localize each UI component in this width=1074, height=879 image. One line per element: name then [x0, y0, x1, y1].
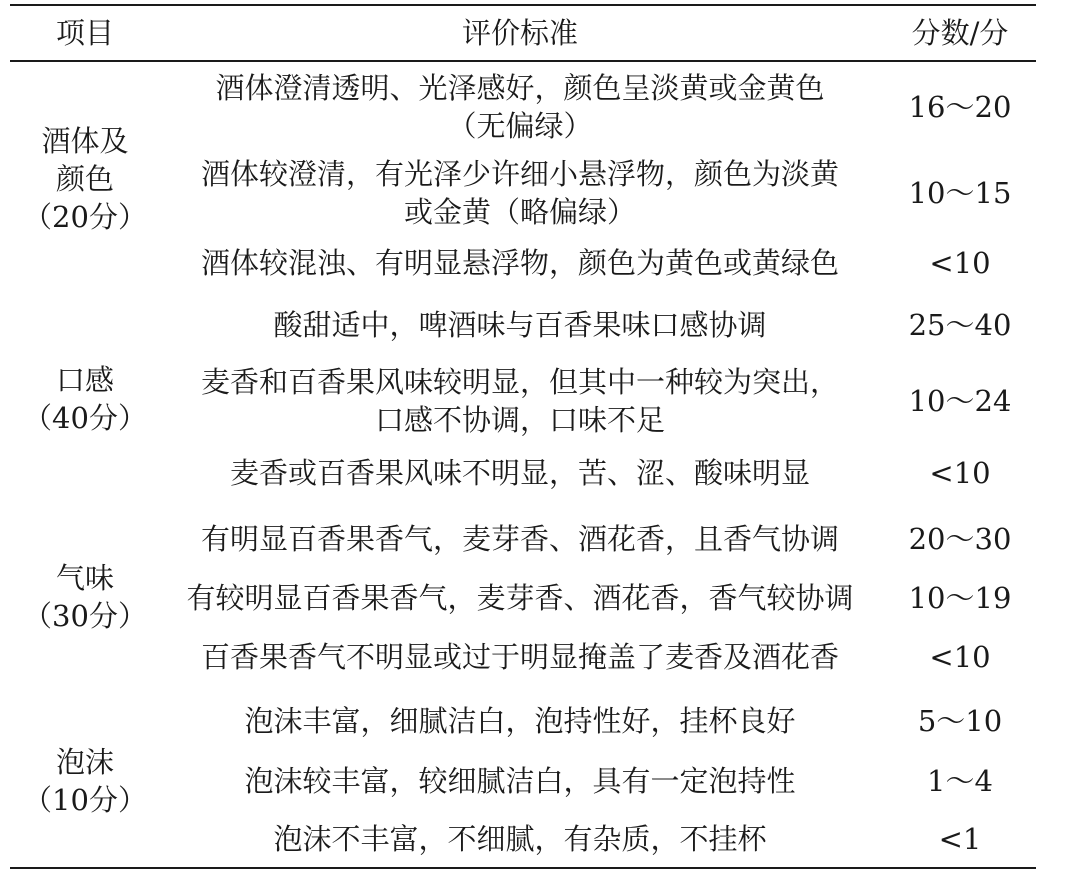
criteria-line: 百香果香气不明显或过于明显掩盖了麦香及酒花香: [200, 640, 839, 674]
item-label-line: （40分）: [23, 401, 147, 435]
item-cell-foam: [10, 741, 160, 821]
criteria-line: 泡沫较丰富，较细腻洁白，具有一定泡持性: [244, 764, 796, 798]
criteria-line: 酒体较混浊、有明显悬浮物，颜色为黄色或黄绿色: [200, 246, 839, 280]
criteria-cell: [150, 700, 890, 742]
table-header-rule: [10, 60, 1036, 62]
item-label-line: （10分）: [23, 783, 147, 817]
item-label-line: 口感: [55, 363, 114, 397]
item-cell-aroma: [10, 557, 160, 637]
criteria-cell: [150, 242, 890, 284]
score-cell: <10: [929, 456, 991, 490]
score-cell: 10～15: [908, 176, 1012, 210]
criteria-cell: [150, 577, 890, 619]
table-top-rule: [10, 4, 1036, 6]
item-label-line: （30分）: [23, 599, 147, 633]
score-cell: 16～20: [908, 90, 1012, 124]
criteria-line: 有明显百香果香气，麦芽香、酒花香，且香气协调: [200, 522, 839, 556]
score-cell: <1: [938, 822, 982, 856]
criteria-line: 口感不协调，口味不足: [374, 403, 665, 437]
criteria-cell: [150, 518, 890, 560]
item-cell-mouthfeel: [10, 359, 160, 439]
criteria-cell: [150, 636, 890, 678]
item-cell-clarity-color: [10, 120, 160, 238]
criteria-line: 或金黄（略偏绿）: [403, 195, 636, 229]
criteria-cell: [150, 304, 890, 346]
score-cell: <10: [929, 640, 991, 674]
item-label-line: 酒体及: [41, 124, 129, 158]
criteria-line: 酸甜适中，啤酒味与百香果味口感协调: [273, 308, 767, 342]
table-bottom-rule: [10, 867, 1036, 869]
criteria-line: 泡沫不丰富，不细腻，有杂质，不挂杯: [273, 822, 767, 856]
criteria-cell: [150, 66, 890, 148]
criteria-cell: [150, 452, 890, 494]
item-label-line: 颜色: [55, 162, 114, 196]
criteria-line: （无偏绿）: [447, 109, 593, 143]
criteria-cell: [150, 818, 890, 860]
score-cell: <10: [929, 246, 991, 280]
header-score: 分数/分: [911, 16, 1009, 50]
score-cell: 5～10: [917, 704, 1003, 738]
score-cell: 10～24: [908, 384, 1012, 418]
criteria-line: 泡沫丰富，细腻洁白，泡持性好，挂杯良好: [244, 704, 796, 738]
criteria-cell: [150, 152, 890, 234]
score-cell: 1～4: [927, 764, 993, 798]
score-cell: 10～19: [908, 581, 1012, 615]
criteria-cell: [150, 760, 890, 802]
score-cell: 20～30: [908, 522, 1012, 556]
criteria-line: 有较明显百香果香气，麦芽香、酒花香，香气较协调: [186, 581, 854, 615]
criteria-cell: [150, 360, 890, 442]
header-criteria: 评价标准: [461, 16, 578, 50]
item-label-line: （20分）: [23, 200, 147, 234]
criteria-line: 麦香或百香果风味不明显，苦、涩、酸味明显: [229, 456, 810, 490]
criteria-line: 麦香和百香果风味较明显，但其中一种较为突出，: [200, 365, 839, 399]
header-item: 项目: [55, 16, 114, 50]
criteria-line: 酒体较澄清，有光泽少许细小悬浮物，颜色为淡黄: [200, 157, 839, 191]
item-label-line: 泡沫: [55, 745, 114, 779]
score-cell: 25～40: [908, 308, 1012, 342]
criteria-line: 酒体澄清透明、光泽感好，颜色呈淡黄或金黄色: [215, 71, 825, 105]
item-label-line: 气味: [55, 561, 114, 595]
